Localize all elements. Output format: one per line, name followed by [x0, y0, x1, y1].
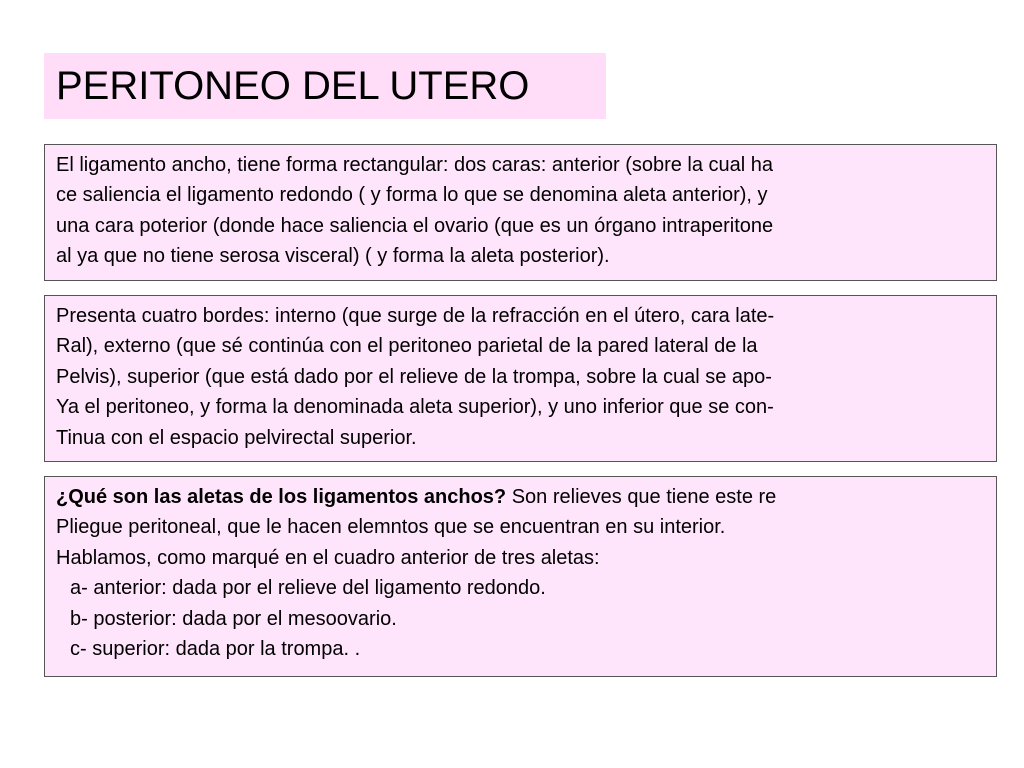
text-line: al ya que no tiene serosa visceral) ( y forma la aleta posterior).: [56, 245, 610, 268]
list-item: c- superior: dada por la trompa. .: [70, 638, 361, 661]
page-title: PERITONEO DEL UTERO: [56, 64, 530, 108]
list-item: b- posterior: dada por el mesoovario.: [70, 607, 397, 630]
list-item: a- anterior: dada por el relieve del ligamento redondo.: [70, 577, 546, 600]
text-line: Tinua con el espacio pelvirectal superior.: [56, 426, 417, 449]
text-line: Ral), externo (que sé continúa con el peritoneo parietal de la pared lateral de la: [56, 335, 758, 358]
text-box-ligamento-ancho: [44, 144, 997, 281]
text-line: [56, 482, 986, 512]
text-line: Presenta cuatro bordes: interno (que surge de la refracción en el útero, cara late-: [56, 305, 775, 327]
question-heading: ¿Qué son las aletas de los ligamentos anchos?: [56, 486, 507, 508]
text-line: Pliegue peritoneal, que le hacen elemntos que se encuentran en su interior.: [56, 516, 726, 539]
text-line: El ligamento ancho, tiene forma rectangular: dos caras: anterior (sobre la cual ha: [56, 154, 774, 176]
text-line: una cara poterior (donde hace saliencia el ovario (que es un órgano intraperitone: [56, 214, 774, 237]
text-box-bordes: [44, 295, 997, 462]
text-line: Pelvis), superior (que está dado por el relieve de la trompa, sobre la cual se apo-: [56, 365, 772, 388]
text-line: Hablamos, como marqué en el cuadro anterior de tres aletas:: [56, 546, 600, 569]
title-box: [44, 53, 606, 119]
text-line: ce saliencia el ligamento redondo ( y forma lo que se denomina aleta anterior), y: [56, 184, 768, 207]
text-box-aletas: [44, 476, 997, 677]
text-line: Ya el peritoneo, y forma la denominada aleta superior), y uno inferior que se con-: [56, 396, 774, 419]
question-answer-start: Son relieves que tiene este re: [506, 486, 777, 508]
